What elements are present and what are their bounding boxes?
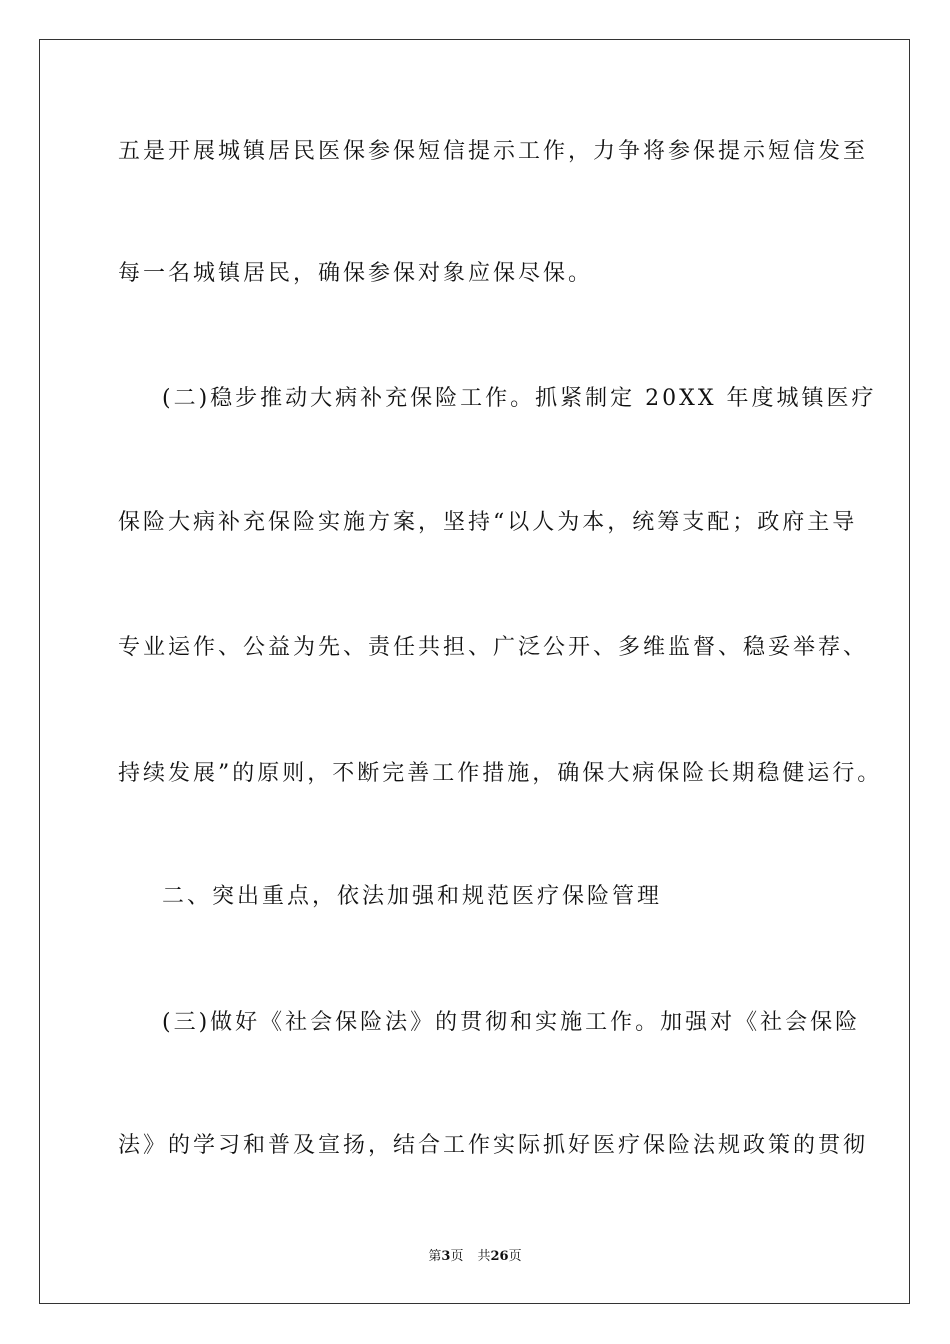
paragraph-line: 每一名城镇居民，确保参保对象应保尽保。 (118, 261, 594, 286)
page-label-prefix: 第 (428, 1249, 442, 1264)
total-label-suffix: 页 (508, 1249, 522, 1264)
page-footer (0, 1248, 950, 1266)
paragraph-line: (二)稳步推动大病补充保险工作。抓紧制定 20XX 年度城镇医疗 (162, 386, 877, 411)
paragraph-line: 法》的学习和普及宣扬，结合工作实际抓好医疗保险法规政策的贯彻 (118, 1133, 869, 1158)
paragraph-line: 五是开展城镇居民医保参保短信提示工作，力争将参保提示短信发至 (118, 139, 869, 164)
total-pages: 26 (490, 1249, 509, 1264)
paragraph-line: 专业运作、公益为先、责任共担、广泛公开、多维监督、稳妥举荐、 (118, 635, 869, 660)
page-label-suffix: 页 (450, 1249, 464, 1264)
paragraph-line: 持续发展”的原则，不断完善工作措施，确保大病保险长期稳健运行。 (118, 761, 883, 786)
page-number: 3 (441, 1249, 451, 1264)
total-label-prefix: 共 (477, 1249, 491, 1264)
paragraph-line: (三)做好《社会保险法》的贯彻和实施工作。加强对《社会保险 (162, 1010, 861, 1035)
page-frame (39, 39, 910, 1304)
paragraph-line: 保险大病补充保险实施方案，坚持“以人为本，统筹支配；政府主导 (118, 510, 858, 535)
section-heading: 二、突出重点，依法加强和规范医疗保险管理 (162, 884, 663, 909)
